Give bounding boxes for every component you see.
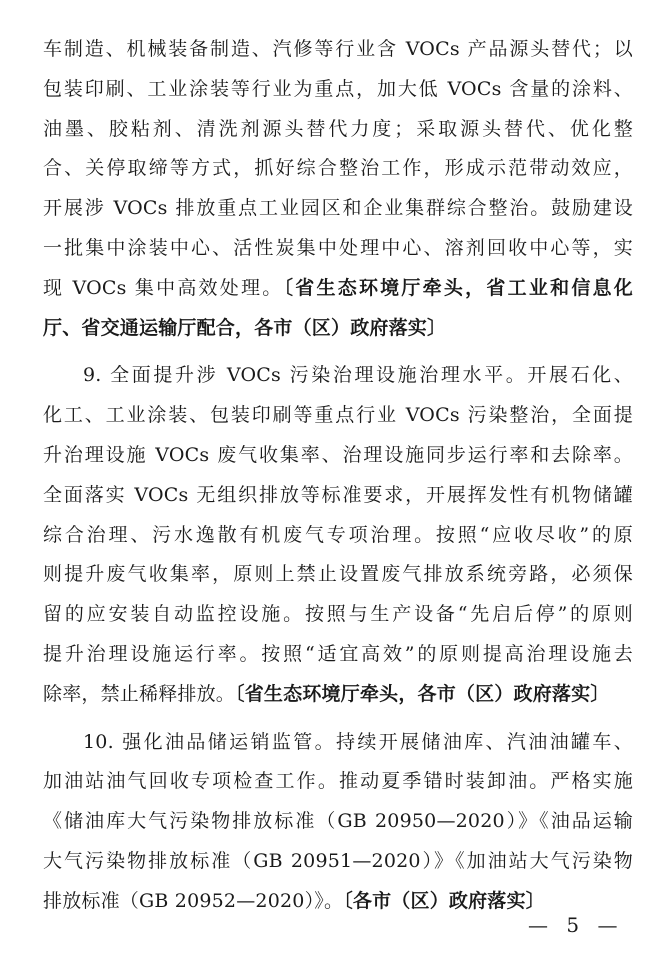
responsibility-note: 〔各市（区）政府落实〕 (343, 889, 545, 912)
text-line: 《储油库大气污染物排放标准（GB 20950—2020）》《油品运输 (43, 810, 633, 833)
item-heading-line: 10. 强化油品储运销监管。持续开展储油库、汽油油罐车、 (83, 730, 633, 753)
page-number: — 5 — (528, 913, 624, 937)
paragraph-item-10 (43, 723, 633, 922)
text-line: 留的应安装自动监控设施。按照与生产设备“先启后停”的原则 (43, 603, 633, 626)
text-line: 则提升废气收集率，原则上禁止设置废气排放系统旁路，必须保 (43, 563, 633, 586)
text-line: 综合治理、污水逸散有机废气专项治理。按照“应收尽收”的原 (43, 523, 633, 546)
text-line: 大气污染物排放标准（GB 20951—2020）》《加油站大气污染物 (43, 849, 633, 872)
text-line (43, 269, 633, 309)
text-line: 合、关停取缔等方式，抓好综合整治工作，形成示范带动效应， (43, 157, 633, 180)
text-line: 开展涉 VOCs 排放重点工业园区和企业集群综合整治。鼓励建设 (43, 197, 633, 220)
item-heading-line: 9. 全面提升涉 VOCs 污染治理设施治理水平。开展石化、 (83, 364, 633, 387)
text-line: 升治理设施 VOCs 废气收集率、治理设施同步运行率和去除率。 (43, 443, 633, 466)
text-segment: 排放标准（GB 20952—2020）》。 (43, 889, 344, 912)
paragraph-item-9 (43, 356, 633, 714)
text-segment: 除率，禁止稀释排放。 (43, 682, 236, 705)
text-line: 全面落实 VOCs 无组织排放等标准要求，开展挥发性有机物储罐 (43, 483, 633, 506)
text-line (43, 675, 633, 715)
text-segment: 现 VOCs 集中高效处理。 (43, 276, 284, 299)
responsibility-note: 〔省生态环境厅牵头，各市（区）政府落实〕 (235, 682, 610, 705)
responsibility-note: 厅、省交通运输厅配合，各市（区）政府落实〕 (43, 316, 447, 339)
text-line: 化工、工业涂装、包装印刷等重点行业 VOCs 污染整治，全面提 (43, 404, 633, 427)
text-line: 一批集中涂装中心、活性炭集中处理中心、溶剂回收中心等，实 (43, 236, 633, 259)
paragraph-source-substitution (43, 30, 633, 348)
text-line: 车制造、机械装备制造、汽修等行业含 VOCs 产品源头替代；以 (43, 38, 633, 60)
text-line: 油墨、胶粘剂、清洗剂源头替代力度；采取源头替代、优化整 (43, 117, 633, 140)
responsibility-note: 〔省生态环境厅牵头，省工业和信息化 (283, 276, 633, 299)
text-line: 加油站油气回收专项检查工作。推动夏季错时装卸油。严格实施 (43, 770, 633, 793)
text-line: 提升治理设施运行率。按照“适宜高效”的原则提高治理设施去 (43, 642, 633, 665)
document-body (43, 30, 633, 922)
text-line: 包装印刷、工业涂装等行业为重点，加大低 VOCs 含量的涂料、 (43, 77, 633, 100)
